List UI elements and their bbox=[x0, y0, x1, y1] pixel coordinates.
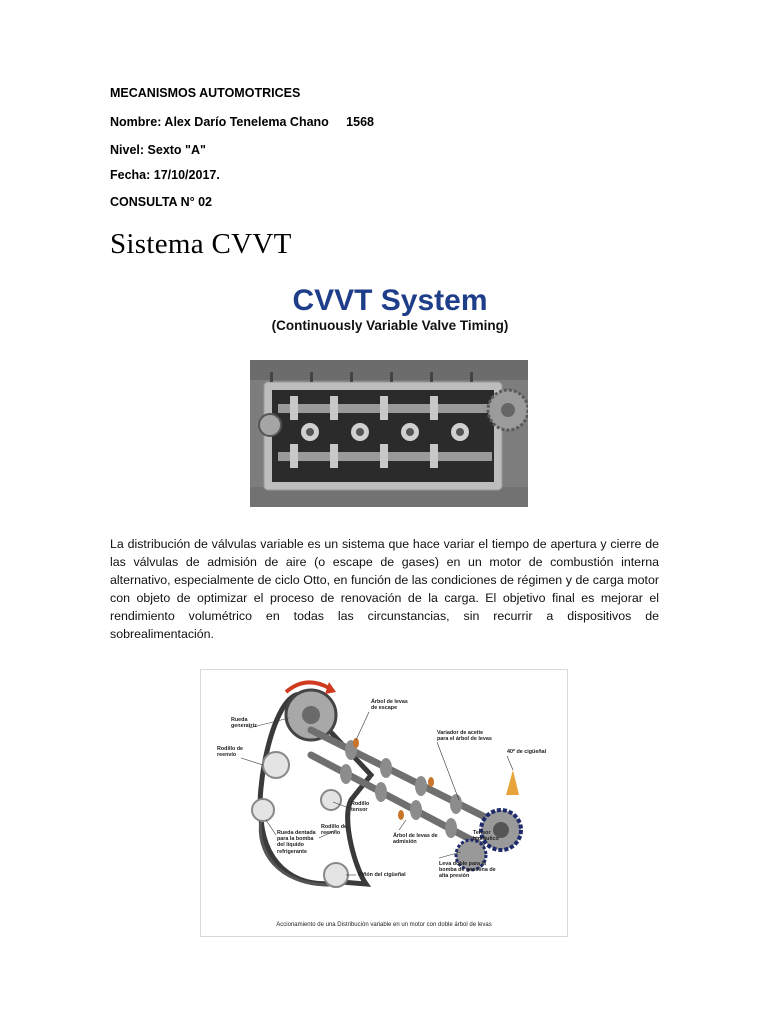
cylinder-head-photo bbox=[250, 360, 528, 507]
page-title: Sistema CVVT bbox=[110, 228, 292, 260]
level-value: Sexto "A" bbox=[147, 143, 206, 157]
figure1-subtitle: (Continuously Variable Valve Timing) bbox=[271, 318, 509, 333]
label-return-roller-1: Rodillo de reenvío bbox=[217, 746, 244, 759]
label-double-cam: Leva doble para la bomba de gasolina de alta presión bbox=[439, 861, 496, 880]
label-exhaust-camshaft: Árbol de levas de escape bbox=[371, 699, 408, 712]
label-crankshaft-pinion: Piñón del cigüeñal bbox=[358, 872, 406, 878]
date-line bbox=[110, 168, 220, 182]
label-oil-variator: Variador de aceite para el árbol de levas bbox=[437, 730, 492, 743]
name-line bbox=[110, 115, 374, 129]
description-paragraph: La distribución de válvulas variable es un sistema que hace variar el tiempo de apertura y cierre de las válvulas de admisión de aire (o escape de gases) en un motor de combustión interna alternativo, especialmente de ciclo Otto, en función de las condiciones de régimen y de carga motor con objeto de optimizar el proceso de renovación de la carga. El objetivo final es mejorar el rendimiento volumétrico en todas las circunstancias, sin recurrir a dispositivos de sobrealimentación. bbox=[110, 537, 659, 641]
level-line bbox=[110, 143, 206, 157]
name-value: Alex Darío Tenelema Chano 1568 bbox=[164, 115, 374, 129]
consulta-number: CONSULTA N° 02 bbox=[110, 195, 212, 209]
label-crank-degrees: 40º de cigüeñal bbox=[507, 749, 547, 755]
level-label: Nivel: bbox=[110, 143, 145, 157]
diagram-caption: Accionamiento de una Distribución variable en un motor con doble árbol de levas bbox=[276, 922, 492, 928]
label-drive-wheel: Rueda generatriz bbox=[231, 717, 257, 730]
name-label: Nombre: bbox=[110, 115, 162, 129]
label-tension-roller: Rodillo tensor bbox=[351, 801, 370, 814]
label-intake-camshaft: Árbol de levas de admisión bbox=[393, 833, 438, 846]
label-return-roller-2: Rodillo de reenvío bbox=[321, 824, 348, 837]
cvvt-timing-diagram bbox=[200, 669, 568, 937]
label-hydraulic-tensioner: Tensor hidráulico bbox=[473, 830, 499, 843]
date-value: 17/10/2017. bbox=[153, 168, 220, 182]
date-label: Fecha: bbox=[110, 168, 151, 182]
label-coolant-pump-wheel: Rueda dentada para la bomba del líquido refrigerante bbox=[277, 830, 316, 855]
course-title: MECANISMOS AUTOMOTRICES bbox=[110, 86, 301, 100]
figure1-title: CVVT System bbox=[292, 284, 488, 317]
